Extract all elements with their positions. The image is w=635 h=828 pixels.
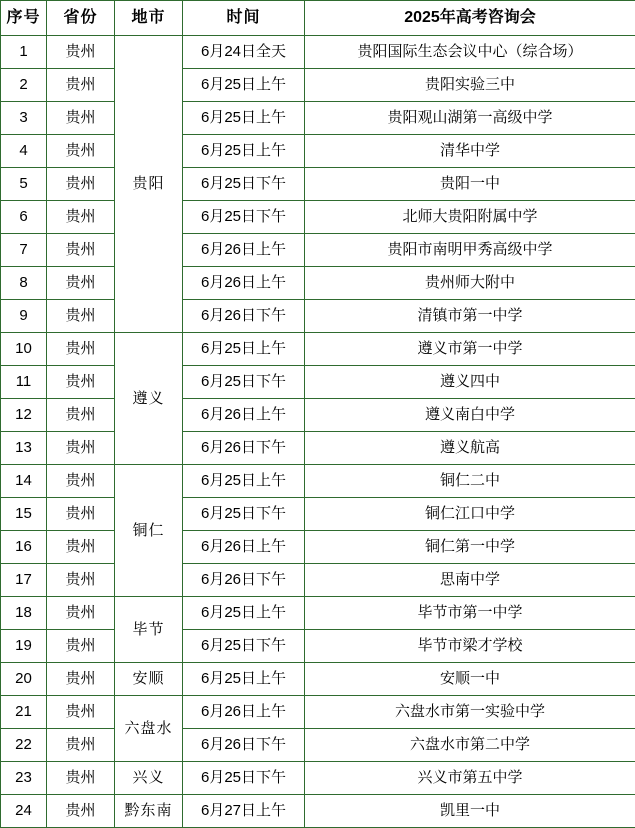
cell-venue: 六盘水市第一实验中学: [305, 696, 635, 729]
column-header-province: 省份: [47, 1, 115, 36]
cell-venue: 凯里一中: [305, 795, 635, 828]
column-header-venue: 2025年高考咨询会: [305, 1, 635, 36]
cell-province: 贵州: [47, 333, 115, 366]
cell-province: 贵州: [47, 300, 115, 333]
cell-time: 6月25日上午: [183, 135, 305, 168]
cell-city: 毕节: [115, 597, 183, 663]
cell-city: 安顺: [115, 663, 183, 696]
cell-city: 六盘水: [115, 696, 183, 762]
cell-time: 6月26日下午: [183, 564, 305, 597]
cell-sequence: 8: [1, 267, 47, 300]
cell-time: 6月27日上午: [183, 795, 305, 828]
cell-province: 贵州: [47, 201, 115, 234]
cell-province: 贵州: [47, 36, 115, 69]
cell-venue: 遵义航高: [305, 432, 635, 465]
cell-venue: 铜仁第一中学: [305, 531, 635, 564]
table-row: [1, 102, 635, 135]
cell-sequence: 7: [1, 234, 47, 267]
table-row: [1, 729, 635, 762]
cell-time: 6月25日上午: [183, 102, 305, 135]
table-row: [1, 696, 635, 729]
cell-province: 贵州: [47, 663, 115, 696]
cell-time: 6月25日下午: [183, 366, 305, 399]
cell-sequence: 1: [1, 36, 47, 69]
cell-sequence: 22: [1, 729, 47, 762]
cell-sequence: 9: [1, 300, 47, 333]
cell-time: 6月25日下午: [183, 630, 305, 663]
cell-venue: 清镇市第一中学: [305, 300, 635, 333]
cell-venue: 贵阳观山湖第一高级中学: [305, 102, 635, 135]
cell-province: 贵州: [47, 795, 115, 828]
cell-province: 贵州: [47, 366, 115, 399]
cell-province: 贵州: [47, 498, 115, 531]
cell-time: 6月25日下午: [183, 762, 305, 795]
cell-venue: 毕节市梁才学校: [305, 630, 635, 663]
table-row: [1, 531, 635, 564]
cell-province: 贵州: [47, 762, 115, 795]
cell-province: 贵州: [47, 102, 115, 135]
cell-sequence: 6: [1, 201, 47, 234]
cell-venue: 遵义四中: [305, 366, 635, 399]
cell-venue: 兴义市第五中学: [305, 762, 635, 795]
cell-province: 贵州: [47, 234, 115, 267]
cell-province: 贵州: [47, 168, 115, 201]
column-header-time: 时间: [183, 1, 305, 36]
cell-sequence: 20: [1, 663, 47, 696]
cell-province: 贵州: [47, 630, 115, 663]
cell-time: 6月26日上午: [183, 399, 305, 432]
cell-venue: 清华中学: [305, 135, 635, 168]
cell-province: 贵州: [47, 432, 115, 465]
cell-province: 贵州: [47, 69, 115, 102]
cell-sequence: 13: [1, 432, 47, 465]
cell-venue: 贵阳国际生态会议中心（综合场）: [305, 36, 635, 69]
cell-sequence: 24: [1, 795, 47, 828]
cell-province: 贵州: [47, 531, 115, 564]
table-row: [1, 498, 635, 531]
table-row: [1, 762, 635, 795]
column-header-city: 地市: [115, 1, 183, 36]
table-row: [1, 795, 635, 828]
table-row: [1, 234, 635, 267]
cell-time: 6月25日上午: [183, 333, 305, 366]
cell-province: 贵州: [47, 465, 115, 498]
cell-province: 贵州: [47, 729, 115, 762]
cell-sequence: 4: [1, 135, 47, 168]
cell-venue: 北师大贵阳附属中学: [305, 201, 635, 234]
cell-city: 兴义: [115, 762, 183, 795]
cell-venue: 毕节市第一中学: [305, 597, 635, 630]
table-row: [1, 36, 635, 69]
table-row: [1, 300, 635, 333]
cell-sequence: 3: [1, 102, 47, 135]
cell-sequence: 10: [1, 333, 47, 366]
table-header: [1, 1, 635, 36]
cell-time: 6月26日下午: [183, 432, 305, 465]
table-row: [1, 168, 635, 201]
cell-venue: 铜仁江口中学: [305, 498, 635, 531]
cell-sequence: 11: [1, 366, 47, 399]
cell-sequence: 19: [1, 630, 47, 663]
cell-time: 6月25日上午: [183, 465, 305, 498]
table-row: [1, 465, 635, 498]
cell-venue: 贵阳市南明甲秀高级中学: [305, 234, 635, 267]
cell-time: 6月25日上午: [183, 597, 305, 630]
table-row: [1, 366, 635, 399]
cell-time: 6月25日下午: [183, 201, 305, 234]
column-header-seq: 序号: [1, 1, 47, 36]
table-row: [1, 69, 635, 102]
cell-venue: 贵阳一中: [305, 168, 635, 201]
cell-time: 6月24日全天: [183, 36, 305, 69]
table-row: [1, 597, 635, 630]
cell-time: 6月26日上午: [183, 531, 305, 564]
cell-venue: 安顺一中: [305, 663, 635, 696]
cell-time: 6月26日上午: [183, 696, 305, 729]
cell-time: 6月26日下午: [183, 300, 305, 333]
table-header-row: [1, 1, 635, 36]
cell-city: 黔东南: [115, 795, 183, 828]
cell-city: 贵阳: [115, 36, 183, 333]
cell-province: 贵州: [47, 267, 115, 300]
cell-sequence: 23: [1, 762, 47, 795]
cell-province: 贵州: [47, 399, 115, 432]
cell-time: 6月26日上午: [183, 234, 305, 267]
table-row: [1, 333, 635, 366]
cell-sequence: 21: [1, 696, 47, 729]
table-row: [1, 399, 635, 432]
table-row: [1, 564, 635, 597]
cell-sequence: 14: [1, 465, 47, 498]
cell-venue: 贵阳实验三中: [305, 69, 635, 102]
cell-province: 贵州: [47, 135, 115, 168]
cell-sequence: 17: [1, 564, 47, 597]
cell-venue: 贵州师大附中: [305, 267, 635, 300]
cell-venue: 铜仁二中: [305, 465, 635, 498]
cell-province: 贵州: [47, 696, 115, 729]
table-body: [1, 36, 635, 828]
cell-time: 6月25日下午: [183, 498, 305, 531]
cell-sequence: 15: [1, 498, 47, 531]
cell-venue: 六盘水市第二中学: [305, 729, 635, 762]
table-row: [1, 201, 635, 234]
cell-sequence: 18: [1, 597, 47, 630]
table-row: [1, 663, 635, 696]
cell-city: 遵义: [115, 333, 183, 465]
cell-city: 铜仁: [115, 465, 183, 597]
cell-venue: 思南中学: [305, 564, 635, 597]
cell-time: 6月26日上午: [183, 267, 305, 300]
cell-time: 6月25日下午: [183, 168, 305, 201]
table-row: [1, 267, 635, 300]
cell-time: 6月25日上午: [183, 663, 305, 696]
cell-sequence: 16: [1, 531, 47, 564]
cell-time: 6月25日上午: [183, 69, 305, 102]
cell-province: 贵州: [47, 564, 115, 597]
table-row: [1, 432, 635, 465]
cell-sequence: 5: [1, 168, 47, 201]
cell-sequence: 2: [1, 69, 47, 102]
cell-time: 6月26日下午: [183, 729, 305, 762]
table-row: [1, 630, 635, 663]
table-row: [1, 135, 635, 168]
cell-sequence: 12: [1, 399, 47, 432]
cell-province: 贵州: [47, 597, 115, 630]
cell-venue: 遵义南白中学: [305, 399, 635, 432]
cell-venue: 遵义市第一中学: [305, 333, 635, 366]
